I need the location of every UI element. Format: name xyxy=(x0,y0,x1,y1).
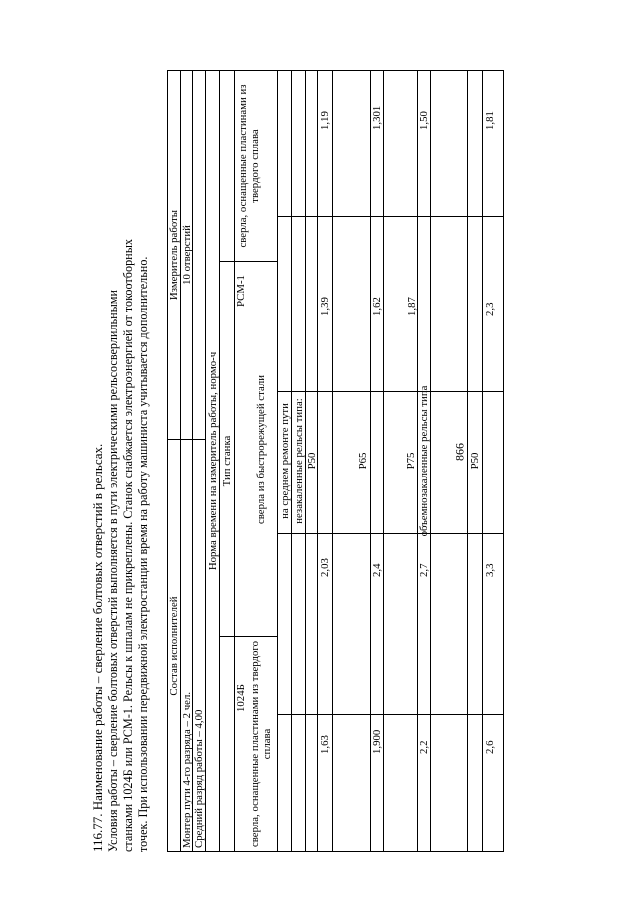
staff-header: Состав исполнителей xyxy=(168,596,180,696)
conditions-line-3: точек. При использовании передвижной электростанции время на работу машиниста учитывается дополнительно. xyxy=(136,256,150,852)
grade-cell: Средний разряд работы – 4,00 xyxy=(193,709,205,848)
value-r1-c2: 2,03 xyxy=(319,558,331,577)
value-r2-c2: 2,4 xyxy=(371,563,383,577)
unit-value: 10 отверстий xyxy=(181,225,193,285)
rail-type-row-1: Р50 xyxy=(306,452,318,470)
unit-header: Измеритель работы xyxy=(168,209,180,301)
unhardened-label: незакаленные рельсы типа: xyxy=(293,398,305,524)
drill-type-3: сверла, оснащенные пластинами из твердого сплава xyxy=(237,84,261,248)
drill-type-1: сверла, оснащенные пластинами из твердого сплава xyxy=(249,641,273,848)
value-r4-c3: 2,3 xyxy=(484,302,496,316)
value-r4-c1: 2,6 xyxy=(484,740,496,754)
repair-type: на среднем ремонте пути xyxy=(279,403,291,519)
drill-type-2: сверла из быстрорежущей стали xyxy=(255,375,267,525)
machine-rsm1: РСМ-1 xyxy=(235,275,247,307)
conditions-line-1: Условия работы – сверление болтовых отверстий выполняется в пути электрическими рельсосверлильными xyxy=(106,289,120,852)
value-r3-c2: 2,7 xyxy=(418,563,430,577)
value-r1-c3: 1,39 xyxy=(319,297,331,316)
work-heading: 116.77. Наименование работы – сверление болтовых отверстий в рельсах. xyxy=(90,443,105,852)
value-r4-c2: 3,3 xyxy=(484,563,496,577)
rail-type-row-2: Р65 xyxy=(357,452,369,470)
value-r1-c4: 1,19 xyxy=(319,111,331,130)
rail-type-row-4: Р50 xyxy=(469,452,481,470)
hardened-label: объемнозакаленные рельсы типа xyxy=(418,385,430,537)
worker-cell: Монтер пути 4-го разряда – 2 чел. xyxy=(181,691,193,848)
value-r2-c4: 1,301 xyxy=(371,105,383,130)
value-r1-c1: 1,63 xyxy=(319,735,331,754)
value-r4-c4: 1,81 xyxy=(484,111,496,130)
rotated-content xyxy=(90,52,610,852)
value-r3-c1: 2,2 xyxy=(418,740,430,754)
norm-header: Норма времени на измеритель работы, нормо-ч xyxy=(207,351,219,571)
value-r3-c4: 1,50 xyxy=(418,111,430,130)
machine-1024b: 1024Б xyxy=(235,684,247,712)
machine-type-header: Тип станка xyxy=(221,435,233,487)
value-r3-c3: 1,87 xyxy=(406,297,418,316)
value-r2-c3: 1,62 xyxy=(371,297,383,316)
conditions-line-2: станками 1024Б или РСМ-1. Рельсы к шпалам не прикреплены. Станок снабжается электроэнергией от токоотборных xyxy=(121,239,135,852)
norm-table xyxy=(167,70,504,852)
rail-type-row-3: Р75 xyxy=(405,452,417,470)
value-r2-c1: 1,900 xyxy=(371,729,383,754)
page-number: 866 xyxy=(452,443,467,461)
